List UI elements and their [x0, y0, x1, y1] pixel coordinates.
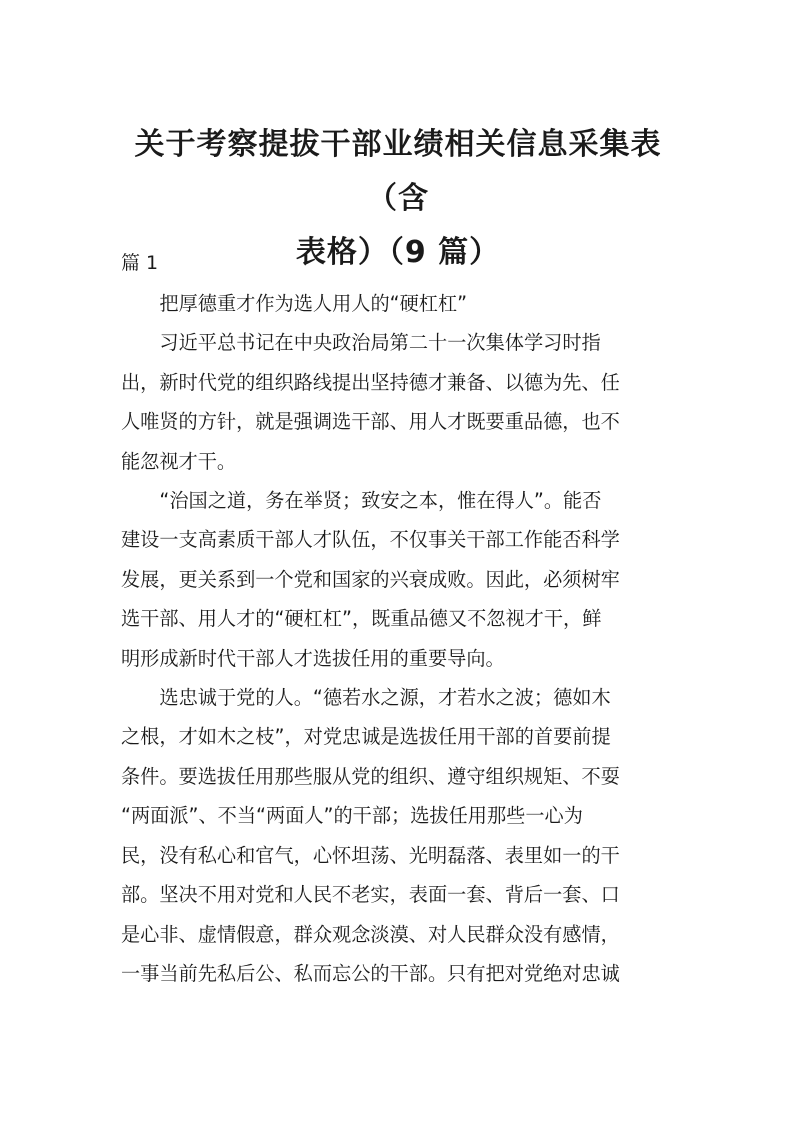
- paragraph-line: 出，新时代党的组织路线提出坚持德才兼备、以德为先、任: [121, 370, 620, 394]
- paragraph-line: 能忽视才干。: [121, 449, 237, 473]
- paragraph-line: 民，没有私心和官气，心怀坦荡、光明磊落、表里如一的干: [121, 843, 620, 867]
- paragraph-line: 部。坚决不用对党和人民不老实，表面一套、背后一套、口: [121, 883, 620, 907]
- title-line-1: 关于考察提拔干部业绩相关信息采集表（含: [134, 127, 662, 216]
- paragraph: [121, 323, 675, 481]
- paragraph-line: 发展，更关系到一个党和国家的兴衰成败。因此，必须树牢: [121, 567, 620, 591]
- document-body: [121, 284, 675, 993]
- paragraph-line: 选干部、用人才的“硬杠杠”，既重品德又不忽视才干，鲜: [121, 607, 602, 631]
- section-label: 篇 1: [121, 252, 159, 274]
- document-title: [118, 118, 678, 280]
- paragraph-line: 选忠诚于党的人。“德若水之源，才若水之波；德如木: [159, 686, 611, 710]
- paragraph-line: 把厚德重才作为选人用人的“硬杠杠”: [159, 292, 468, 315]
- paragraph-line: 习近平总书记在中央政治局第二十一次集体学习时指: [159, 331, 601, 355]
- paragraph-line: 建设一支高素质干部人才队伍，不仅事关干部工作能否科学: [121, 528, 620, 552]
- paragraph-line: 条件。要选拔任用那些服从党的组织、遵守组织规矩、不耍: [121, 764, 620, 788]
- paragraph-line: 明形成新时代干部人才选拔任用的重要导向。: [121, 646, 505, 670]
- paragraph-line: “治国之道，务在举贤；致安之本，惟在得人”。能否: [159, 489, 602, 513]
- paragraph-line: 人唯贤的方针，就是强调选干部、用人才既要重品德，也不: [121, 410, 620, 434]
- paragraph-line: 一事当前先私后公、私而忘公的干部。只有把对党绝对忠诚: [121, 961, 620, 985]
- paragraph-heading: [121, 284, 675, 323]
- paragraph-line: 是心非、虚情假意，群众观念淡漠、对人民群众没有感情，: [121, 922, 620, 946]
- paragraph-line: 之根，才如木之枝”，对党忠诚是选拔任用干部的首要前提: [121, 725, 611, 749]
- paragraph-line: “两面派”、不当“两面人”的干部；选拔任用那些一心为: [121, 804, 583, 828]
- title-line-2: 表格）（9 篇）: [295, 235, 501, 270]
- paragraph: [121, 481, 675, 678]
- paragraph: [121, 678, 675, 993]
